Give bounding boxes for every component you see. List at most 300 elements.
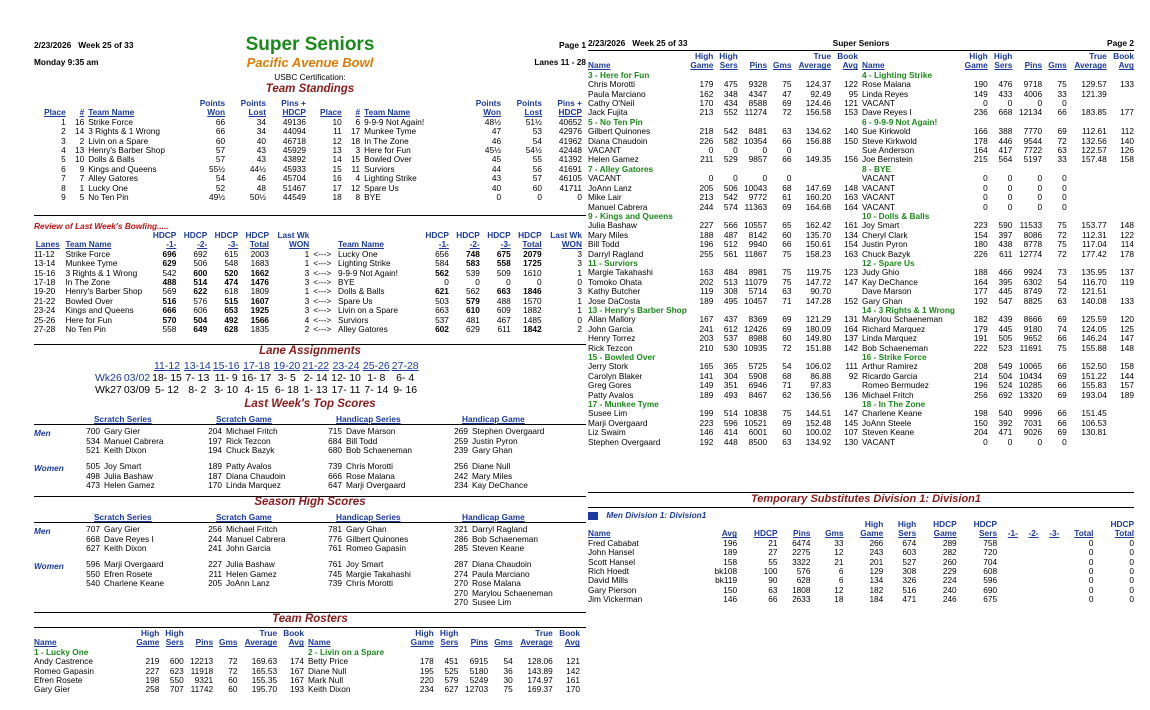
sub-stat: 720 <box>983 547 998 558</box>
player-name: Helen Gamez <box>588 154 639 165</box>
bowler-name: Dave Marson <box>346 426 396 436</box>
review-cell: 539 <box>465 267 480 278</box>
standings-cell: 9-9-9 Not Again! <box>364 116 425 127</box>
page-number: Page 1 <box>558 40 586 50</box>
player-stat <box>1109 428 1136 437</box>
column-header-top: Book <box>1113 51 1134 61</box>
review-cell: <---> <box>313 258 332 269</box>
player-stat: 178 <box>973 135 988 146</box>
score-value: 256 <box>208 524 222 534</box>
column-header: Name <box>308 637 331 648</box>
player-stat: 0 <box>1062 192 1067 203</box>
sub-stat <box>999 576 1020 585</box>
column-header: Won <box>207 107 226 118</box>
standings-cell: 3 <box>355 145 361 156</box>
player-name: Rose Malana <box>862 79 911 90</box>
sub-stat <box>1041 548 1062 557</box>
standings-cell: 49136 <box>282 116 306 127</box>
review-cell: 600 <box>193 267 208 278</box>
player-name: Betty Price <box>308 656 349 667</box>
score-value: 680 <box>328 445 342 456</box>
column-header: Avg <box>721 528 738 539</box>
standings-cell: 9 <box>61 192 66 203</box>
player-stat: 72 <box>1057 229 1067 240</box>
player-stat: 9180 <box>1023 323 1043 334</box>
review-cell: 19-20 <box>34 286 56 297</box>
lane-match: 17- 11 <box>331 384 361 396</box>
player-name: Mike Lair <box>588 192 622 203</box>
player-stat: 72 <box>1057 286 1067 297</box>
player-stat: 5249 <box>469 675 489 686</box>
score-value: 239 <box>454 445 468 456</box>
standings-cell: 57 <box>215 145 226 156</box>
player-name: Jack Fujita <box>588 107 628 118</box>
column-header: Avg <box>842 60 858 71</box>
week-label: Wk27 <box>95 384 122 396</box>
player-stat: 66 <box>1057 361 1067 372</box>
player-stat: 154 <box>844 239 858 250</box>
player-stat: 203 <box>699 333 714 344</box>
bowler-name: Julia Bashaw <box>104 470 153 481</box>
review-cell: Dolls & Balls <box>338 286 385 297</box>
player-stat: 668 <box>998 107 1013 118</box>
standings-cell: 46105 <box>558 173 582 184</box>
lane-pair: 27-28 <box>391 360 419 372</box>
column-header-top: Points <box>516 98 542 108</box>
player-name: JoAnn Steele <box>862 417 912 428</box>
score-value: 739 <box>328 578 342 589</box>
sub-stat: 18 <box>834 594 844 605</box>
review-cell: 3 <box>577 286 582 297</box>
player-stat: 69 <box>782 314 792 325</box>
review-table <box>32 231 584 334</box>
player-stat: 169.37 <box>527 684 553 695</box>
column-header: Game <box>690 60 714 71</box>
player-stat: 484 <box>723 267 738 278</box>
player-stat: 158 <box>1120 154 1134 165</box>
sub-stat: 0 <box>1129 547 1134 558</box>
player-stat: 8825 <box>1023 295 1043 306</box>
player-stat: 147.69 <box>805 182 832 193</box>
player-stat: 9772 <box>748 192 768 203</box>
player-name: Joy Smart <box>862 220 900 231</box>
player-stat: 156 <box>844 154 858 165</box>
sub-name: John Hansel <box>588 547 635 558</box>
player-stat <box>1109 193 1136 202</box>
player-name: Romeo Gapasin <box>34 665 94 676</box>
player-stat: 213 <box>699 192 714 203</box>
player-name: Andy Castrence <box>34 656 94 667</box>
lane-match: 7- 13 <box>185 372 210 384</box>
player-stat: 213 <box>699 107 714 118</box>
player-stat: 256 <box>973 389 988 400</box>
bowler-name: Joy Smart <box>104 461 142 471</box>
review-cell: 562 <box>465 286 480 297</box>
player-stat: 177 <box>973 286 988 297</box>
player-stat: 68 <box>782 370 792 381</box>
player-stat: 227 <box>699 220 714 231</box>
player-stat: 514 <box>723 408 738 419</box>
column-header: Sers <box>165 637 184 648</box>
player-stat: 0 <box>1007 173 1013 184</box>
player-stat: 210 <box>699 342 714 353</box>
score-value: 227 <box>208 559 222 569</box>
sub-stat: 158 <box>723 556 738 567</box>
sub-stat: 603 <box>902 547 917 558</box>
bowler-name: Diane Null <box>472 461 511 471</box>
score-value: 234 <box>454 480 468 491</box>
standings-cell: 6 <box>355 116 361 127</box>
player-stat: 195.70 <box>251 684 278 695</box>
player-stat: 92 <box>848 370 858 381</box>
column-header: -3- <box>1049 528 1060 539</box>
season-scores <box>34 512 586 612</box>
player-stat: 63 <box>782 126 792 137</box>
standings-cell: 13 <box>74 145 85 156</box>
player-stat: 234 <box>419 684 434 695</box>
player-stat: 66 <box>1057 333 1067 344</box>
sub-stat: 628 <box>796 575 811 586</box>
standings-cell: 6 <box>61 163 66 174</box>
player-stat: 451 <box>444 656 459 667</box>
player-stat: 71 <box>782 380 792 391</box>
standings-cell: 44094 <box>282 126 306 137</box>
player-stat: 148 <box>1120 342 1134 353</box>
score-value: 189 <box>208 461 222 471</box>
bowler-name: Chuck Bazyk <box>226 445 275 456</box>
column-header-top: High <box>415 628 434 638</box>
review-cell: Livin on a Spare <box>338 305 398 316</box>
review-cell: Strike Force <box>65 248 111 259</box>
lane-pair: 19-20 <box>273 360 301 372</box>
sub-stat: 150 <box>723 584 738 595</box>
player-stat: 189 <box>699 389 714 400</box>
player-stat: 582 <box>723 135 738 146</box>
review-cell: 2 <box>304 324 310 335</box>
player-name: Arthur Ramirez <box>862 361 918 372</box>
score-value: 668 <box>86 533 100 544</box>
player-stat: 111 <box>845 361 858 372</box>
standings-cell: 57 <box>532 173 542 184</box>
review-title: Review of Last Week's Bowling..... <box>34 221 169 231</box>
lane-pair: 11-12 <box>153 360 181 372</box>
score-column-header: Handicap Series <box>336 414 401 424</box>
player-row <box>586 137 860 146</box>
player-stat: 69 <box>782 98 792 109</box>
standings-cell: 4 <box>61 145 66 156</box>
column-header: Gms <box>773 60 792 71</box>
player-stat: 63 <box>1057 145 1067 156</box>
player-stat: 0 <box>1037 173 1043 184</box>
bowler-name: John Garcia <box>226 543 271 554</box>
roster-table-left <box>32 629 306 695</box>
sub-stat: 516 <box>902 584 917 595</box>
player-stat: 9328 <box>748 79 768 90</box>
standings-cell: 54 <box>215 173 226 184</box>
standings-cell: 16 <box>74 116 85 127</box>
player-stat: 180 <box>973 239 988 250</box>
bowler-name: Gary Gier <box>104 426 140 436</box>
player-stat: 74 <box>1057 323 1067 334</box>
review-cell: 1882 <box>523 305 542 316</box>
player-name: Efren Rosete <box>34 675 83 686</box>
review-cell: 622 <box>193 286 208 297</box>
player-stat: 60 <box>782 427 792 438</box>
review-cell: 602 <box>435 324 449 335</box>
standings-cell: 45933 <box>282 163 306 174</box>
gender-label: Women <box>34 561 64 571</box>
score-value: 197 <box>208 435 222 446</box>
player-stat: 54 <box>782 361 792 372</box>
score-value: 739 <box>328 461 342 471</box>
review-cell: 1835 <box>250 324 270 335</box>
lane-match: 6- 4 <box>396 372 415 384</box>
column-header: Total <box>1114 528 1134 539</box>
standings-cell: 47 <box>491 126 502 137</box>
player-name: Carolyn Blaker <box>588 370 643 381</box>
column-header: HDCP <box>282 107 306 118</box>
score-value: 269 <box>454 426 468 436</box>
review-cell: 675 <box>496 248 511 259</box>
standings-cell: 49½ <box>208 192 226 203</box>
standings-cell: 5 <box>79 192 85 203</box>
player-stat: 54 <box>1057 276 1067 287</box>
score-value: 205 <box>208 578 222 589</box>
bowler-name: Keith Dixon <box>104 543 147 554</box>
review-cell: 0 <box>444 277 449 288</box>
standings-cell: 18 <box>332 192 342 203</box>
player-stat: 0 <box>733 145 738 156</box>
standings-cell: 60 <box>215 135 226 146</box>
review-cell: 692 <box>193 248 208 259</box>
standings-cell: 0 <box>496 192 502 203</box>
score-value: 707 <box>86 524 100 534</box>
player-name: Cheryl Clark <box>862 229 908 240</box>
column-header-top: Last Wk <box>277 230 310 240</box>
sub-stat: 266 <box>869 537 884 548</box>
review-cell: 25-26 <box>34 314 56 325</box>
player-stat: 134.62 <box>805 126 832 137</box>
standings-cell: 40 <box>491 182 502 193</box>
player-stat: 161 <box>844 220 858 231</box>
player-row <box>860 428 1136 437</box>
player-stat: 365 <box>723 361 738 372</box>
player-name: Cathy O'Neil <box>588 98 635 109</box>
standings-cell: 44½ <box>249 163 266 174</box>
player-name: Justin Pyron <box>862 239 908 250</box>
player-name: Stephen Overgaard <box>588 436 661 447</box>
player-stat: 121.39 <box>1081 88 1107 99</box>
player-stat: 72 <box>782 342 792 353</box>
review-cell: 576 <box>193 295 208 306</box>
standings-cell: Bowled Over <box>364 154 412 165</box>
column-header-top: High <box>140 628 160 638</box>
column-header: # <box>355 107 361 118</box>
player-stat: 487 <box>723 229 738 240</box>
sub-stat: 0 <box>1129 594 1134 605</box>
gender-label: Men <box>34 526 51 536</box>
lane-match: 5- 12 <box>155 384 179 396</box>
player-stat: 189 <box>1120 389 1134 400</box>
review-cell: 1 <box>577 305 582 316</box>
sub-stat <box>999 586 1020 595</box>
men-division-icon <box>588 512 598 520</box>
player-name: Marji Overgaard <box>588 417 648 428</box>
player-stat: 132.56 <box>1081 135 1107 146</box>
player-stat: 547 <box>998 295 1013 306</box>
bowler-name: Rick Tezcon <box>226 435 271 446</box>
divider <box>34 627 586 628</box>
player-stat: 9544 <box>1023 135 1043 146</box>
player-name: Joe Bernstein <box>862 154 913 165</box>
player-stat: 124.37 <box>805 79 832 90</box>
player-stat: 149.35 <box>805 154 832 165</box>
sub-stat: 0 <box>1129 575 1134 586</box>
column-header-top: HDCP <box>973 519 998 529</box>
bowler-name: JoAnn Lanz <box>226 578 270 589</box>
player-stat: 6915 <box>469 656 489 667</box>
review-cell: 488 <box>496 295 511 306</box>
sub-stat: 704 <box>983 556 998 567</box>
lane-match: 1- 13 <box>303 384 328 396</box>
standings-cell: 1 <box>79 182 85 193</box>
player-stat: 150.61 <box>805 239 832 250</box>
score-value: 521 <box>86 445 100 456</box>
player-stat: 66 <box>782 135 792 146</box>
review-cell: 1662 <box>250 267 270 278</box>
column-header: Name <box>34 637 57 648</box>
player-stat: 304 <box>723 370 738 381</box>
player-stat: 30 <box>503 675 513 686</box>
standings-cell: 43892 <box>282 154 306 165</box>
player-stat: 7722 <box>1023 145 1043 156</box>
score-value: 259 <box>454 435 468 446</box>
player-stat: 12426 <box>744 323 768 334</box>
standings-cell: 40652 <box>558 116 582 127</box>
score-value: 498 <box>86 470 100 481</box>
player-stat: 160.20 <box>805 192 832 203</box>
player-stat: 414 <box>723 427 738 438</box>
score-value: 666 <box>328 470 342 481</box>
roster-table-a <box>586 52 860 447</box>
player-stat: 0 <box>1037 192 1043 203</box>
player-name: Mary Miles <box>588 229 629 240</box>
player-stat: 178 <box>419 656 434 667</box>
player-stat: 154 <box>973 229 988 240</box>
player-name: Margie Takahashi <box>588 267 653 278</box>
player-stat: 0 <box>983 201 988 212</box>
player-stat: 505 <box>998 333 1013 344</box>
review-cell: 492 <box>224 314 239 325</box>
player-name: Kay DeChance <box>862 276 918 287</box>
standings-cell: No Ten Pin <box>88 192 129 203</box>
review-cell: 629 <box>162 258 177 269</box>
score-value: 270 <box>454 597 468 608</box>
review-cell: 0 <box>577 314 582 325</box>
player-stat: 60 <box>782 229 792 240</box>
player-name: Bill Todd <box>588 239 620 250</box>
review-cell: 1 <box>304 258 310 269</box>
player-stat: 0 <box>1037 201 1043 212</box>
player-stat: 193.04 <box>1081 389 1107 400</box>
page-2 <box>586 0 1150 710</box>
player-name: VACANT <box>862 182 896 193</box>
gender-label: Women <box>34 463 64 473</box>
sub-stat: 90 <box>768 575 778 586</box>
sub-name: Scott Hansel <box>588 556 636 567</box>
sub-stat: 189 <box>723 547 738 558</box>
review-cell: Kings and Queens <box>65 305 134 316</box>
sub-stat: 12 <box>834 584 844 595</box>
review-cell: 506 <box>193 258 208 269</box>
review-cell: <---> <box>313 314 332 325</box>
sub-stat <box>1041 595 1062 604</box>
standings-cell: Lucky One <box>88 182 128 193</box>
bowler-name: Bob Schaeneman <box>472 533 538 544</box>
standings-cell: 46 <box>491 135 502 146</box>
score-value: 285 <box>454 543 468 554</box>
column-header: HDCP <box>558 107 582 118</box>
review-cell: 618 <box>224 286 239 297</box>
player-stat <box>1069 203 1109 212</box>
review-cell: 1485 <box>523 314 542 325</box>
player-stat: 8481 <box>748 126 768 137</box>
review-cell: 17-18 <box>34 277 56 288</box>
score-value: 274 <box>454 568 468 579</box>
standings-cell: 8 <box>61 182 66 193</box>
standings-cell: 12 <box>350 182 361 193</box>
bowler-name: Michael Fritch <box>226 524 278 534</box>
score-value: 596 <box>86 559 100 569</box>
column-header: Total <box>1074 528 1094 539</box>
sub-stat: 282 <box>942 547 957 558</box>
player-stat: 471 <box>998 427 1013 438</box>
player-stat: 0 <box>786 173 792 184</box>
player-stat: 117.04 <box>1082 239 1107 250</box>
player-stat: 542 <box>723 126 738 137</box>
player-stat: 72 <box>228 665 238 676</box>
team-name: 15 - Bowled Over <box>588 352 656 362</box>
player-stat: 205 <box>699 182 714 193</box>
sub-stat: 471 <box>902 594 917 605</box>
player-stat: 529 <box>723 154 738 165</box>
player-stat: 6302 <box>1023 276 1043 287</box>
sub-stat: 201 <box>869 556 884 567</box>
column-header: Pins <box>195 637 214 648</box>
player-stat: 149 <box>973 88 988 99</box>
standings-cell: 60 <box>532 182 542 193</box>
column-header: Team Name <box>88 107 135 118</box>
review-cell: 628 <box>224 324 239 335</box>
lane-pair: 13-14 <box>183 360 211 372</box>
player-stat: 54 <box>503 656 513 667</box>
player-stat: 157 <box>1120 380 1134 391</box>
bowler-name: Marji Overgaard <box>346 480 406 491</box>
standings-cell: 13 <box>332 145 342 156</box>
standings-cell: 42448 <box>558 145 582 156</box>
sub-stat: 33 <box>834 537 844 548</box>
player-stat: 149.80 <box>805 333 832 344</box>
player-stat: 0 <box>1037 98 1043 109</box>
player-stat: 10838 <box>744 408 768 419</box>
review-cell: 1925 <box>250 305 270 316</box>
league-title: Super Seniors <box>245 34 375 55</box>
review-cell: 1607 <box>250 295 270 306</box>
player-name: VACANT <box>862 173 896 184</box>
standings-cell: Spare Us <box>364 182 399 193</box>
player-stat: 9940 <box>748 239 768 250</box>
player-stat: 192 <box>699 436 714 447</box>
